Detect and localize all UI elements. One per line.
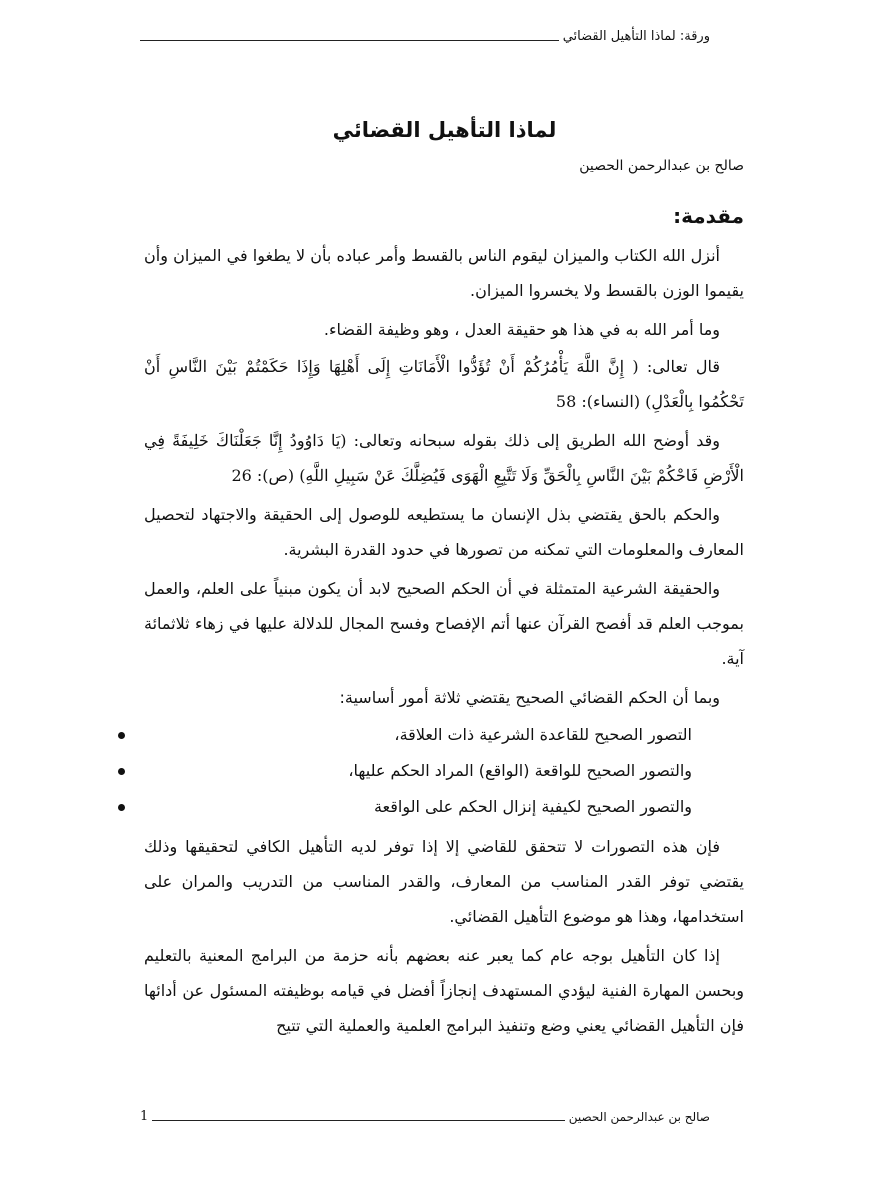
page-number: 1 [140,1109,149,1124]
paragraph: والحقيقة الشرعية المتمثلة في أن الحكم الصحيح لابد أن يكون مبنياً على العلم، والعمل بموجب العلم قد أفصح القرآن عنها أتم الإفصاح وفسح المجال للدلالة عليها في زهاء ثلاثمائة آية. [144,579,744,668]
running-header-rule [140,40,559,41]
bullet-item [144,789,692,825]
page-title: لماذا التأهيل القضائي [332,118,557,142]
section-heading: مقدمة: [673,204,744,228]
bullet-dot-icon [118,804,125,811]
paragraph: وما أمر الله به في هذا هو حقيقة العدل ، وهو وظيفة القضاء. [323,320,720,339]
running-header-title: ورقة: لماذا التأهيل القضائي [562,29,710,44]
paragraph: فإن هذه التصورات لا تتحقق للقاضي إلا إذا توفر لديه التأهيل الكافي لتحقيقها وذلك يقتضي توفر القدر المناسب من المعارف، والقدر المناسب من التدريب والمران على استخدامها، وهذا هو موضوع التأهيل القضائي. [144,837,744,926]
paragraph: وبما أن الحكم القضائي الصحيح يقتضي ثلاثة أمور أساسية: [339,688,720,707]
paragraph: والحكم بالحق يقتضي بذل الإنسان ما يستطيعه للوصول إلى الحقيقة والاجتهاد لتحصيل المعارف والمعلومات التي تمكنه من تصورها في حدود القدرة البشرية. [144,505,744,559]
paragraph: إذا كان التأهيل بوجه عام كما يعبر عنه بعضهم بأنه حزمة من البرامج المعنية بالتعليم وبحسن المهارة الفنية ليؤدي المستهدف إنجازاً أفضل في قيامه بوظيفته المسئول عن أدائها فإن التأهيل القضائي يعني وضع وتنفيذ البرامج العلمية والعملية التي تتيح [144,946,744,1035]
footer-author: صالح بن عبدالرحمن الحصين [568,1110,710,1124]
bullet-item [144,717,692,753]
body-text [144,238,744,1047]
bullet-text: والتصور الصحيح للواقعة (الواقع) المراد الحكم عليها، [348,761,692,780]
quran-verse-paragraph: وقد أوضح الله الطريق إلى ذلك بقوله سبحانه وتعالى: (يَا دَاوُودُ إِنَّا جَعَلْنَاكَ خَلِيفَةً فِي الْأَرْضِ فَاحْكُمْ بَيْنَ النَّاسِ بِالْحَقِّ وَلَا تَتَّبِعِ الْهَوَى فَيُضِلَّكَ عَنْ سَبِيلِ اللَّهِ) (ص): 26 [144,431,744,485]
running-header [140,22,710,44]
quran-verse-paragraph: قال تعالى: ( إِنَّ اللَّهَ يَأْمُرُكُمْ أَنْ تُؤَدُّوا الْأَمَانَاتِ إِلَى أَهْلِهَا وَإِذَا حَكَمْتُمْ بَيْنَ النَّاسِ أَنْ تَحْكُمُوا بِالْعَدْلِ) (النساء): 58 [144,357,744,411]
author-name: صالح بن عبدالرحمن الحصين [579,158,744,174]
bullet-dot-icon [118,732,125,739]
bullet-item [144,753,692,789]
bullet-dot-icon [118,768,125,775]
bullet-text: والتصور الصحيح لكيفية إنزال الحكم على الواقعة [373,797,692,816]
footer-rule [152,1120,564,1121]
paragraph: أنزل الله الكتاب والميزان ليقوم الناس بالقسط وأمر عباده بأن لا يطغوا في الميزان وأن يقيموا الوزن بالقسط ولا يخسروا الميزان. [144,246,744,300]
bullet-list [144,717,744,825]
bullet-text: التصور الصحيح للقاعدة الشرعية ذات العلاقة، [394,725,692,744]
running-footer [140,1102,710,1124]
